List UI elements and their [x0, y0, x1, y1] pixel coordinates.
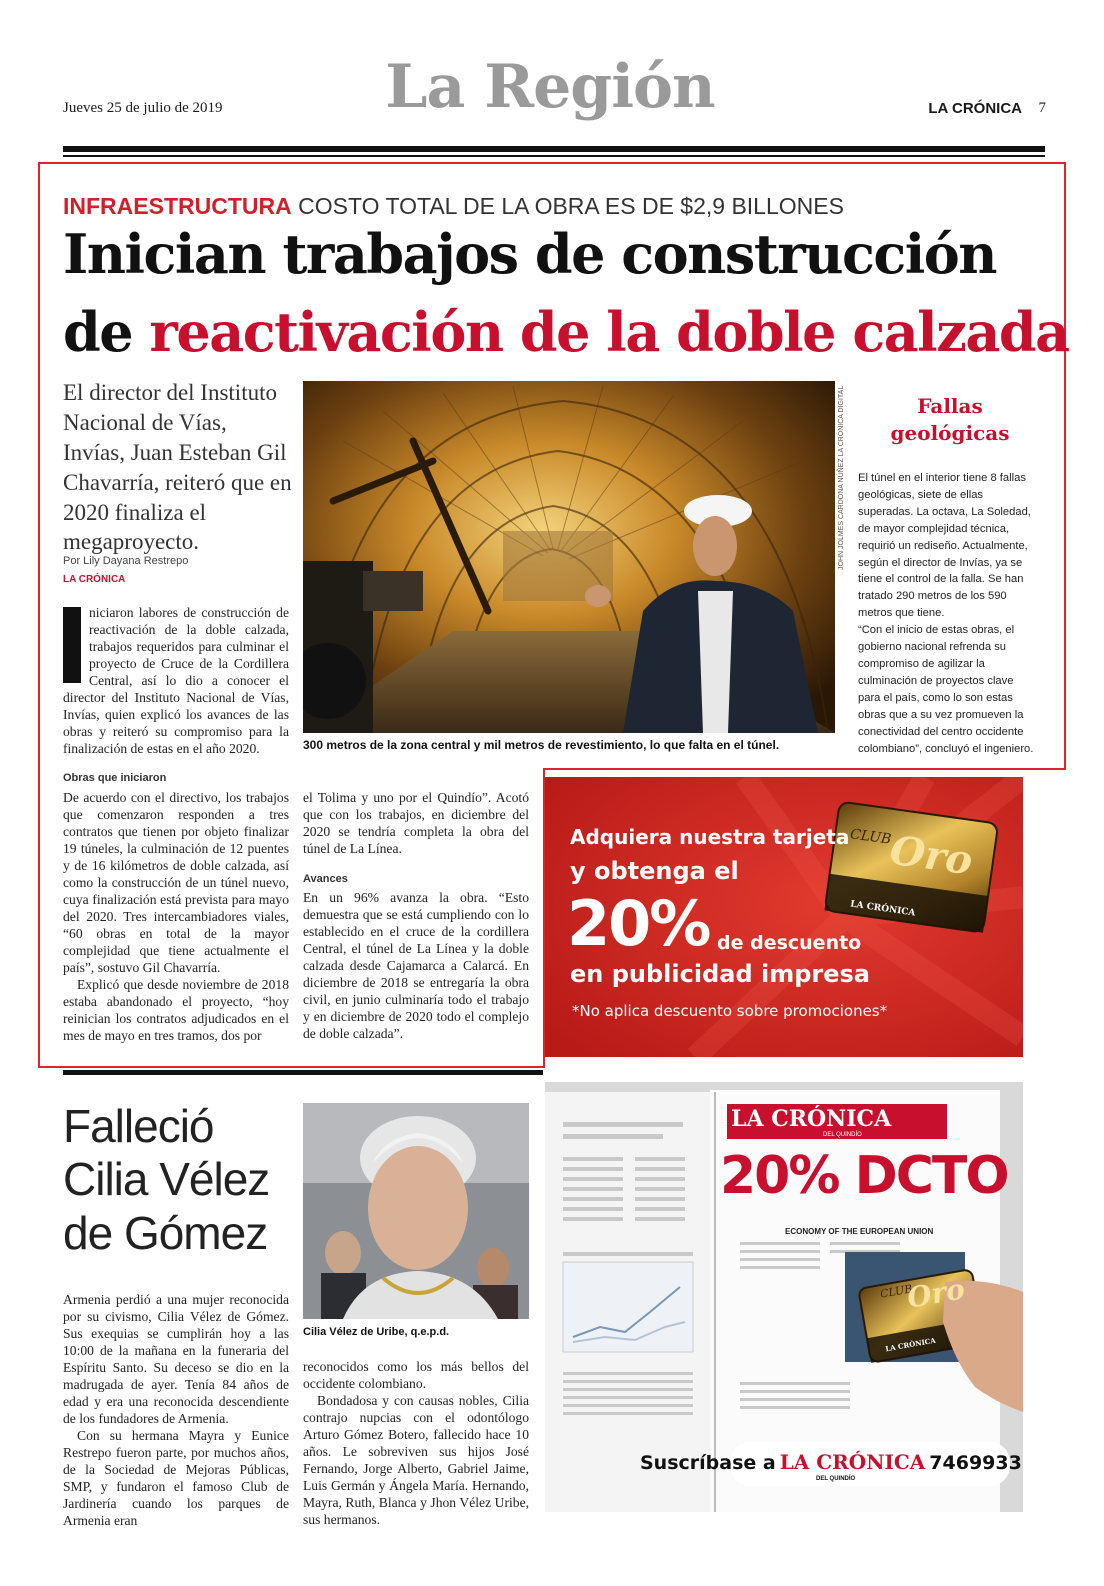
sidebar-body	[858, 470, 1038, 757]
card-club-label: CLUB	[879, 1282, 914, 1301]
cta-brand-sub: DEL QUINDÍO	[816, 1476, 856, 1482]
ad-line-4: en publicidad impresa	[570, 960, 870, 988]
highlight-frame	[38, 1066, 545, 1068]
highlight-frame	[1064, 162, 1066, 770]
kicker-text: COSTO TOTAL DE LA OBRA ES DE $2,9 BILLONES	[298, 193, 844, 219]
paragraph: Con su hermana Mayra y Eunice Restrepo fueron parte, por muchos años, de la Sociedad de Mejoras Públicas, SMP, y fundaron el famoso Club de Jardinería cuando los parques de Armenia eran	[63, 1428, 289, 1528]
byline: Por Lily Dayana Restrepo	[63, 555, 189, 567]
subscription-ad	[545, 1082, 1023, 1512]
sidebar-title: Fallas geológicas	[890, 394, 1010, 445]
section-rule	[63, 1070, 543, 1075]
kicker-category: INFRAESTRUCTURA	[63, 193, 292, 219]
avances-text: En un 96% avanza la obra. “Esto demuestra que se está cumpliendo con lo establecido en el cruce de la cordillera Central, el túnel de La Línea y la doble calzada desde Cajamarca a Calarcá. En diciembre de 2018 se entregaría la obra civil, en junio culminaría todo el trabajo y en diciembre de 2020 todo el complejo de doble calzada”.	[303, 890, 529, 1041]
ad-line-3: de descuento	[717, 932, 862, 954]
sidebar-paragraph: “Con el inicio de estas obras, el gobierno nacional refrenda su compromiso de agilizar la culminación de proyectos clave para el país, como lo son estas obras que a su vez promueven la conectividad del centro occidente colombiano”, concluyó el ingeniero.	[858, 624, 1034, 755]
cta-phone: 7469933	[929, 1452, 1022, 1474]
lead-text: niciaron labores de construcción de reactivación de la doble calzada, trabajos requeridos para culminar el proyecto de Cruce de la Cordillera Central, así lo dio a conocer el director del Instituto Nacional de Vías, Invías, quien explicó los avances de las obras y reiteró su compromiso para la finalización de estas en el año 2020.	[63, 605, 289, 756]
club-oro-ad	[545, 777, 1023, 1057]
paper-headline: ECONOMY OF THE EUROPEAN UNION	[785, 1227, 934, 1236]
page-number: 7	[1038, 100, 1046, 116]
card-oro-label: Oro	[887, 826, 976, 885]
headline-black-part: de	[63, 300, 150, 364]
article-kicker	[63, 193, 844, 220]
paragraph: Bondadosa y con causas nobles, Cilia contrajo nupcias con el odontólogo Arturo Gómez Botero, fallecido hace 10 años. Le sobreviven sus hijos José Fernando, Jorge Alberto, Gabriel Jaime, Luis Germán y Ángela María. Hernando, Mayra, Ruth, Blanca y Jhon Vélez Uribe, sus hermanos.	[303, 1393, 529, 1527]
card-brand: LA CRÓNICA	[884, 1335, 937, 1354]
card-club-label: CLUB	[849, 826, 893, 848]
paragraph: Armenia perdió a una mujer reconocida por su civismo, Cilia Vélez de Gómez. Sus exequias se cumplirán hoy a las 10:00 de la mañana en la funeraria del Espíritu Santo. Su deceso se dio en la madrugada de ayer. Tenía 84 años de edad y era una reconocida descendiente de los fundadores de Armenia.	[63, 1292, 289, 1426]
obituary-photo-caption: Cilia Vélez de Uribe, q.e.p.d.	[303, 1326, 450, 1338]
obituary-text-col2	[303, 1358, 529, 1528]
issue-date: Jueves 25 de julio de 2019	[63, 100, 223, 116]
headline-line-2	[63, 300, 1069, 364]
subhead-obras: Obras que iniciaron	[63, 772, 167, 784]
highlight-frame	[545, 768, 1066, 770]
subhead-avances: Avances	[303, 873, 348, 885]
subscribe-cta	[640, 1450, 1022, 1474]
photo-caption: 300 metros de la zona central y mil metros de revestimiento, lo que falta en el túnel.	[303, 738, 780, 752]
tunnel-photo	[303, 381, 835, 733]
paragraph: De acuerdo con el directivo, los trabajos que comenzaron responden a tres contratos que tienen por objeto finalizar 19 túneles, la culminación de 12 puentes y de 16 kilómetros de doble calzada, así como la construcción de un túnel nuevo, cuya finalización está prevista para mayo del 2020. Tres intercambiadores viales, “60 obras en total de la mayor complejidad que tiene actualmente el país”, sostuvo Gil Chavarría.	[63, 790, 289, 975]
newspaper-brand: LA CRÓNICA	[928, 100, 1022, 117]
paragraph: reconocidos como los más bellos del occidente colombiano.	[303, 1359, 529, 1391]
obituary-title: Falleció Cilia Vélez de Gómez	[63, 1100, 270, 1259]
article-deck: El director del Instituto Nacional de Vías, Invías, Juan Esteban Gil Chavarría, reiteró que en 2020 finaliza el megaproyecto.	[63, 380, 292, 555]
sidebar-paragraph: El túnel en el interior tiene 8 fallas geológicas, siete de ellas superadas. La octava, La Soledad, de mayor complejidad técnica, requirió un rediseño. Actualmente, según el director de Invías, ya se tiene el control de la falla. Se han tratado 290 metros de los 590 metros que tiene.	[858, 472, 1031, 620]
byline-brand: LA CRÓNICA	[63, 574, 126, 585]
ad-percent: 20%	[567, 887, 710, 960]
headline-line-1: Inician trabajos de construcción	[63, 222, 997, 286]
section-title: La Región	[385, 52, 715, 122]
ad-brand-sub: DEL QUINDÍO	[823, 1132, 862, 1138]
card-oro-label: Oro	[904, 1272, 968, 1315]
obituary-text	[63, 1291, 289, 1529]
ad-disclaimer: *No aplica descuento sobre promociones*	[572, 1002, 888, 1020]
ad-line-2: y obtenga el	[570, 857, 739, 885]
obras-text	[63, 789, 289, 1044]
paragraph: Explicó que desde noviembre de 2018 estaba abandonado el proyecto, “hoy reinician los contratos adjudicados en el mes de mayo en tres tramos, dos por	[63, 977, 289, 1043]
headline-red-part: reactivación de la doble calzada	[149, 300, 1069, 364]
ad-line-1: Adquiera nuestra tarjeta	[570, 825, 850, 849]
header-rule-thin	[63, 155, 1045, 157]
cta-prefix: Suscríbase a	[640, 1452, 776, 1474]
card-brand: LA CRÓNICA	[849, 899, 916, 919]
column-2-text: el Tolima y uno por el Quindío”. Acotó que con los trabajos, en diciembre del 2020 se tendría completa la obra del túnel de La Línea.	[303, 790, 529, 856]
obituary-photo	[303, 1103, 529, 1319]
cta-brand: LA CRÓNICA	[779, 1450, 926, 1474]
header-rule	[63, 146, 1045, 152]
photo-credit: JOHN JOLMES CARDONA NÚÑEZ LA CRÓNICA DIGITAL	[838, 385, 845, 570]
ad-offer: 20% DCTO	[720, 1146, 1008, 1206]
ad-brand: LA CRÓNICA	[731, 1106, 892, 1132]
highlight-frame	[38, 162, 40, 1068]
highlight-frame	[38, 162, 1066, 164]
article-lead	[63, 604, 289, 757]
